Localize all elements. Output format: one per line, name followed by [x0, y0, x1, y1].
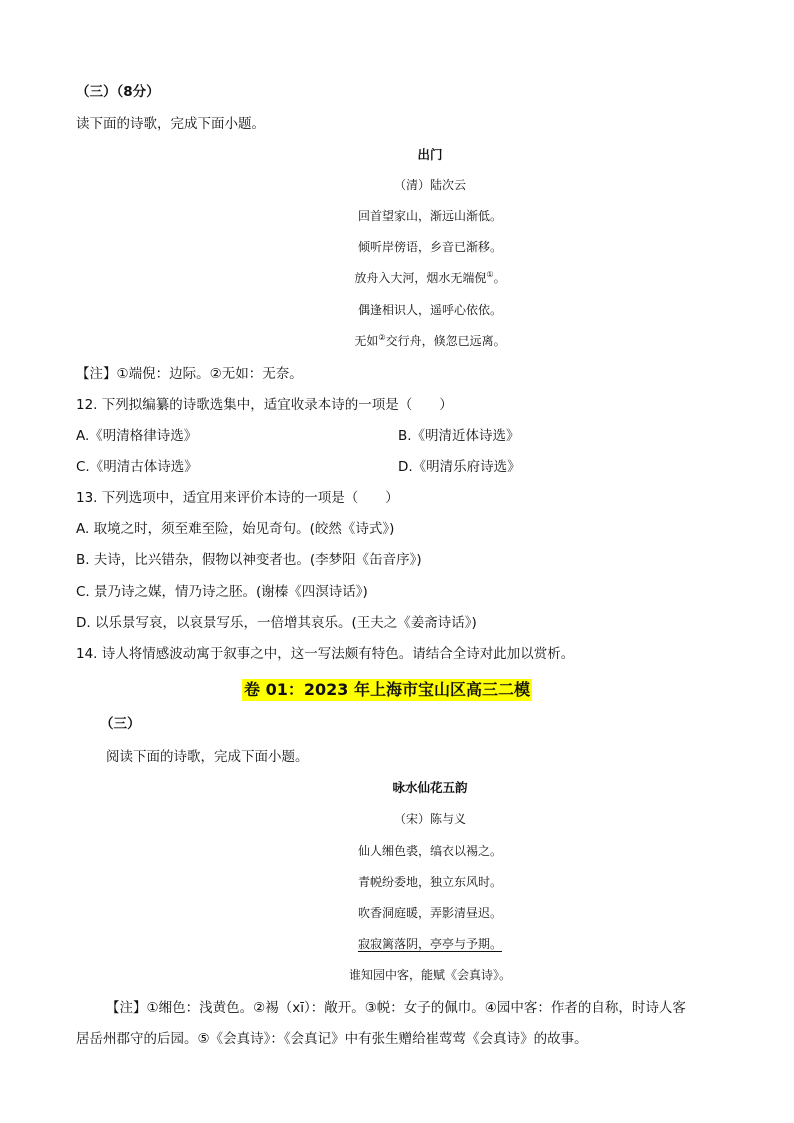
- poem-line: 谁知园中客，能赋《会真诗》。: [348, 968, 511, 982]
- option-a: A. 取境之时，须至难至险，始见奇句。(皎然《诗式》): [76, 521, 395, 537]
- reading-instruction: 读下面的诗歌，完成下面小题。: [76, 116, 265, 132]
- poem-line-text: 无如: [354, 334, 379, 348]
- poem-line-underlined: 寂寂篱落阴，亭亭与予期。: [357, 937, 502, 951]
- poem-author: （清）陆次云: [393, 178, 466, 192]
- footnote-mark: ②: [378, 333, 386, 342]
- option-c: C.《明清古体诗选》: [76, 459, 198, 475]
- poem-author: （宋）陈与义: [393, 812, 466, 826]
- poem-line: 吹香洞庭暖，弄影清昼迟。: [357, 906, 502, 920]
- question-12: 12. 下列拟编纂的诗歌选集中，适宜收录本诗的一项是（ ）: [76, 397, 453, 413]
- poem-line: 青帨纷委地，独立东风时。: [357, 875, 502, 889]
- poem-line: 倾听岸傍语，乡音已渐移。: [357, 240, 502, 254]
- option-d: D. 以乐景写哀，以哀景写乐，一倍增其哀乐。(王夫之《姜斋诗话》): [76, 615, 477, 631]
- question-14: 14. 诗人将情感波动寓于叙事之中，这一写法颇有特色。请结合全诗对此加以赏析。: [76, 646, 575, 662]
- poem-note: 【注】①缃色：浅黄色。②裼（xī）：敞开。③帨：女子的佩巾。④园中客：作者的自称，时诗人客: [106, 1000, 686, 1016]
- poem-line: 仙人缃色裘，缟衣以裼之。: [357, 844, 502, 858]
- option-a: A.《明清格律诗选》: [76, 428, 198, 444]
- option-d: D.《明清乐府诗选》: [398, 459, 521, 475]
- poem-note: 【注】①端倪：边际。②无如：无奈。: [76, 366, 303, 382]
- poem-line: [0, 334, 794, 348]
- poem-title: 咏水仙花五韵: [392, 780, 468, 795]
- reading-instruction: 阅读下面的诗歌，完成下面小题。: [106, 749, 309, 765]
- poem-title: 出门: [417, 147, 443, 162]
- option-b: B.《明清近体诗选》: [398, 428, 520, 444]
- exam-heading: 卷 01：2023 年上海市宝山区高三二模: [244, 680, 530, 699]
- poem-line: 偶逢相识人，遥呼心依依。: [357, 303, 502, 317]
- section-header: （三）: [100, 716, 141, 732]
- option-c: C. 景乃诗之媒，情乃诗之胚。(谢榛《四溟诗话》): [76, 584, 368, 600]
- footnote-mark: ①: [486, 270, 494, 279]
- question-13: 13. 下列选项中，适宜用来评价本诗的一项是（ ）: [76, 490, 399, 506]
- poem-line-text: 放舟入大河，烟水无端倪: [354, 271, 487, 285]
- poem-line: [0, 271, 794, 285]
- section-header: （三）（8分）: [76, 84, 160, 100]
- poem-line: [0, 937, 794, 951]
- poem-note-continued: 居岳州郡守的后园。⑤《会真诗》：《会真记》中有张生赠给崔莺莺《会真诗》的故事。: [76, 1031, 588, 1047]
- poem-line: 回首望家山，渐远山渐低。: [357, 209, 502, 223]
- poem-line-end: 交行舟，倏忽已远离。: [385, 334, 506, 348]
- poem-line-end: 。: [493, 271, 506, 285]
- option-b: B. 夫诗，比兴错杂，假物以神变者也。(李梦阳《缶音序》): [76, 552, 422, 568]
